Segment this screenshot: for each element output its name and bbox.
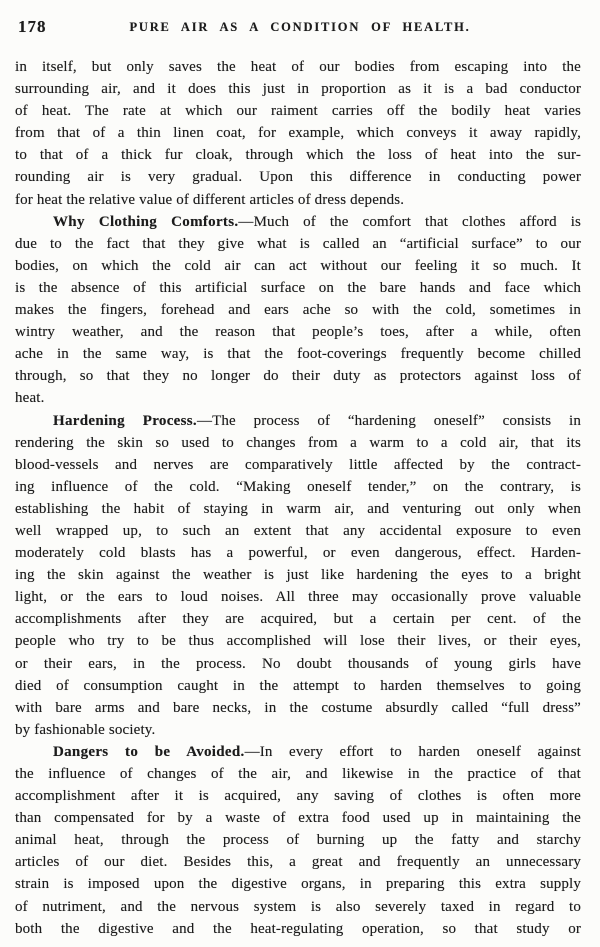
text-line: Hardening Process.—The process of “hardening oneself” consists in (53, 412, 581, 429)
paragraph (15, 211, 581, 410)
text-line: light, or the ears to loud noises. All three may occasionally prove valuable (15, 589, 581, 606)
text-line: makes the fingers, forehead and ears ache so with the cold, sometimes in (15, 302, 581, 319)
text-line: ache in the same way, is that the foot-coverings frequently become chilled (15, 346, 581, 363)
paragraph-heading: Dangers to be Avoided. (53, 743, 245, 760)
text-line: from that of a thin linen coat, for example, which conveys it away rapidly, (15, 125, 581, 142)
text-line: establishing the habit of staying in warm air, and venturing out only when (15, 500, 581, 517)
text-line: bodies, on which the cold air can act without our feeling it so much. It (15, 257, 581, 274)
page-header (0, 16, 600, 38)
text-line: for heat the relative value of different articles of dress depends. (15, 191, 405, 208)
text-line: to that of a thick fur cloak, through which the loss of heat into the sur- (15, 147, 581, 164)
text-line: surrounding air, and it does this just in proportion as it is a bad conductor (15, 81, 581, 98)
text-line: rounding air is very gradual. Upon this difference in conducting power (15, 169, 581, 186)
text-line: through, so that they no longer do their duty as protectors against loss of (15, 368, 581, 385)
text-line: the influence of changes of the air, and likewise in the practice of that (15, 766, 581, 782)
text-line: than compensated for by a waste of extra food used up in maintaining the (15, 810, 581, 827)
text-line: strain is imposed upon the digestive organs, in preparing this extra supply (15, 876, 581, 893)
text-line: with bare arms and bare necks, in the costume absurdly called “full dress” (15, 699, 581, 716)
text-line: died of consumption caught in the attempt to harden themselves to going (15, 677, 581, 694)
text-line: Dangers to be Avoided.—In every effort to harden oneself against (53, 743, 581, 760)
text-line: of heat. The rate at which our raiment carries off the bodily heat varies (15, 103, 581, 120)
text-line: blood-vessels and nerves are comparatively little affected by the contract- (15, 456, 581, 473)
text-line: wintry weather, and the reason that people’s toes, after a while, often (15, 324, 581, 341)
text-line: people who try to be thus accomplished will lose their lives, or their eyes, (15, 633, 581, 650)
paragraph-heading: Hardening Process. (53, 412, 197, 429)
paragraph (15, 56, 581, 211)
text-line: accomplishment after it is acquired, any saving of clothes is often more (15, 788, 581, 805)
paragraph (15, 741, 581, 940)
paragraph-heading: Why Clothing Comforts. (53, 213, 239, 230)
page-number: 178 (18, 17, 47, 36)
text-line: in itself, but only saves the heat of our bodies from escaping into the (15, 59, 581, 75)
text-line: is the absence of this artificial surface on the bare hands and face which (15, 279, 581, 296)
text-line: by fashionable society. (15, 721, 156, 738)
text-line: articles of our diet. Besides this, a great and frequently an unnecessary (15, 854, 581, 871)
text-line: or their ears, in the process. No doubt thousands of young girls have (15, 655, 581, 672)
text-line: accomplishments after they are acquired, but a certain per cent. of the (15, 611, 581, 628)
text-line: of nutriment, and the nervous system is also severely taxed in regard to (15, 898, 581, 915)
text-line: ing influence of the cold. “Making oneself tender,” on the contrary, is (15, 478, 581, 495)
running-head: PURE AIR AS A CONDITION OF HEALTH. (129, 20, 471, 34)
text-line: well wrapped up, to such an extent that any accidental exposure to even (15, 522, 581, 539)
text-line: rendering the skin so used to changes from a warm to a cold air, that its (15, 434, 581, 451)
paragraph (15, 410, 581, 741)
text-line: Why Clothing Comforts.—Much of the comfort that clothes afford is (53, 213, 581, 230)
text-line: heat. (15, 390, 45, 407)
text-line: ing the skin against the weather is just like hardening the eyes to a bright (15, 567, 581, 584)
text-line: both the digestive and the heat-regulating operation, so that study or (15, 920, 581, 937)
text-body (15, 56, 581, 940)
text-line: moderately cold blasts has a powerful, or even dangerous, effect. Harden- (15, 545, 581, 562)
text-line: animal heat, through the process of burning up the fatty and starchy (15, 832, 581, 849)
text-line: due to the fact that they give what is called an “artificial surface” to our (15, 235, 581, 252)
